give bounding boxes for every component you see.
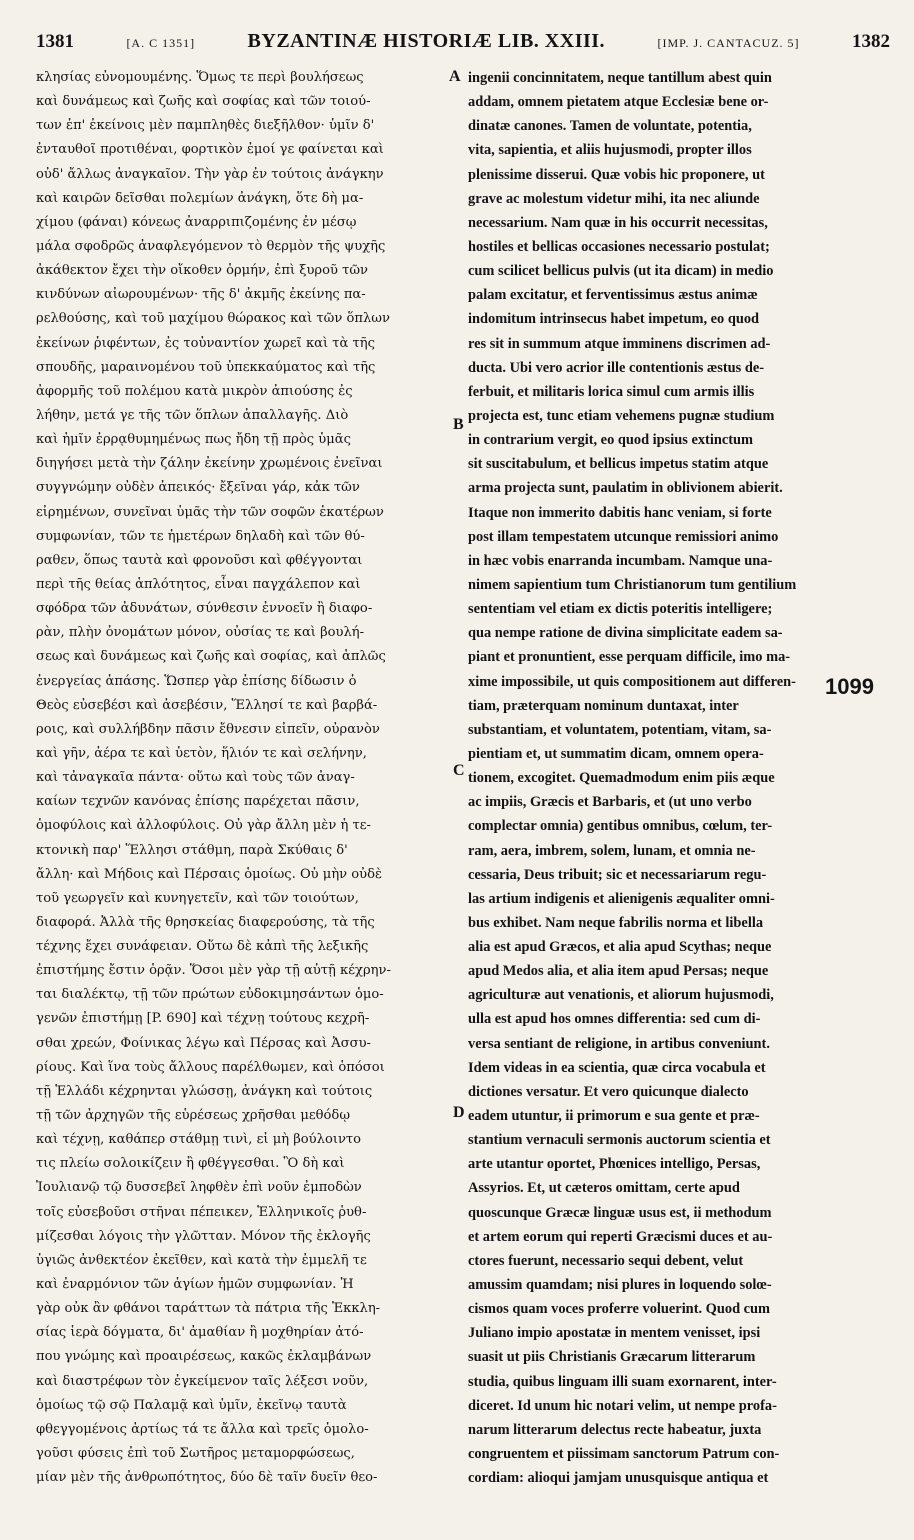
latin-text-line: xime impossibile, ut quis compositionem aut differen- xyxy=(468,673,796,690)
greek-text-line: καὶ ἡμῖν ἐρρᾳθυμημένως πως ἤδη τῇ πρὸς ὑμᾶς xyxy=(36,432,351,448)
greek-text-line: ρίους. Καὶ ἵνα τοὺς ἄλλους παρέλθωμεν, καὶ ὁπόσοι xyxy=(36,1059,385,1075)
latin-text-line: ferbuit, et militaris lorica simul cum armis illis xyxy=(468,383,755,400)
greek-text-line: καὶ καιρῶν δεῖσθαι πολεμίων ἀνάγκη, ὅτε δὴ μα- xyxy=(36,190,364,206)
greek-text-line: καὶ τέχνῃ, καθάπερ στάθμῃ τινὶ, εἰ μὴ βούλοιντο xyxy=(36,1132,362,1148)
greek-text-line: τοῦ γεωργεῖν καὶ κυνηγετεῖν, καὶ τῶν τοιούτων, xyxy=(36,890,359,906)
greek-text-line: ἐπιστήμης ἔστιν ὁρᾷν. Ὅσοι μὲν γὰρ τῇ αὐτῇ κέχρην- xyxy=(36,963,391,979)
latin-text-line: versa sentiant de religione, in artibus conveniunt. xyxy=(468,1035,770,1052)
latin-text-line: cordiam: alioqui jamjam unusquisque antiqua et xyxy=(468,1470,769,1487)
latin-text-line: sententiam vel etiam ex dictis poteritis intelligere; xyxy=(468,601,773,618)
greek-text-line: χίμου (φάναι) κόνεως ἀναρριπιζομένης ἐν μέσῳ xyxy=(36,214,357,230)
greek-text-line: περὶ τῆς θείας ἁπλότητος, εἶναι παγχάλεπον καὶ xyxy=(36,576,361,592)
latin-text-line: quoscunque Græcæ linguæ usus est, ii methodum xyxy=(468,1204,772,1221)
greek-text-line: σφόδρα τῶν ἀδυνάτων, σύνθεσιν ἐννοεῖν ἢ διαφο- xyxy=(36,601,373,617)
latin-text-line: ingenii concinnitatem, neque tantillum abest quin xyxy=(468,70,772,86)
latin-text-line: in contrarium vergit, eo quod ipsius extinctum xyxy=(468,432,754,449)
greek-text-line: καὶ γῆν, ἀέρα τε καὶ ὑετὸν, ἥλιόν τε καὶ σελήνην, xyxy=(36,745,367,761)
greek-text-line: ται διαλέκτῳ, τῇ τῶν πρώτων εὐδοκιμησάντων ὁμο- xyxy=(36,987,384,1003)
latin-text-line: ulla est apud hos omnes differentia: sed cum di- xyxy=(468,1011,761,1028)
greek-text-line: ἐκείνων ῥιφέντων, ἐς τοὐναντίον χωρεῖ καὶ τὰ τῆς xyxy=(36,335,375,351)
latin-text-line: ctores fuerunt, necessario sequi debent, velut xyxy=(468,1252,744,1269)
greek-text-line: σίας ἱερὰ δόγματα, δι' ἀμαθίαν ἢ μοχθηρίαν ἀτό- xyxy=(36,1325,364,1341)
greek-text-line: καὶ τἀναγκαῖα πάντα· οὕτω καὶ τοὺς τῶν ἀναγ- xyxy=(36,770,355,786)
latin-text-line: res sit in summum atque imminens discrimen ad- xyxy=(468,335,771,352)
greek-column xyxy=(36,66,446,1490)
latin-text-line: diceret. Id unum hic notari velim, ut nempe profa- xyxy=(468,1397,777,1414)
latin-text-line: suasit ut piis Christianis Græcarum litterarum xyxy=(468,1349,756,1366)
greek-text-line: σθαι χρεών, Φοίνικας λέγω καὶ Πέρσας καὶ Ἀσσυ- xyxy=(36,1035,371,1051)
greek-text-line: τέχνης ἔχει συνάφειαν. Οὕτω δὲ κἀπὶ τῆς λεξικῆς xyxy=(36,939,369,955)
greek-text-line: καὶ διαστρέφων τὸν ἐγκείμενον ταῖς λέξεσι νοῦν, xyxy=(36,1373,369,1389)
greek-text-line: καὶ δυνάμεως καὶ ζωῆς καὶ σοφίας καὶ τῶν τοιού- xyxy=(36,94,371,110)
latin-text-line: cismos quam voces proferre voluerint. Quod cum xyxy=(468,1301,771,1318)
greek-text-line: λήθην, μετά γε τῆς τῶν ὅπλων ἀπαλλαγῆς. Διὸ xyxy=(36,407,349,423)
latin-text-line: arma projecta sunt, paulatim in oblivionem abierit. xyxy=(468,480,783,497)
greek-text-line: ὁμοίως τῷ σῷ Παλαμᾷ καὶ ὑμῖν, ἐκεῖνῳ ταυτὰ xyxy=(36,1397,347,1413)
latin-text-line: studia, quibus linguam illi suam exornarent, inter- xyxy=(468,1373,777,1390)
greek-text-line: μίζεσθαι λόγοις τὴν γλῶτταν. Μόνον τῆς ἐκλογῆς xyxy=(36,1228,371,1244)
greek-text-line: σεως καὶ δυνάμεως καὶ ζωῆς καὶ σοφίας, καὶ ἁπλῶς xyxy=(36,649,386,665)
greek-text-line: γὰρ οὐκ ἂν φθάνοι ταράττων τὰ πάτρια τῆς Ἐκκλη- xyxy=(36,1301,381,1317)
latin-text-line: projecta est, tunc etiam vehemens pugnæ studium xyxy=(468,407,775,424)
latin-text-line: narum litterarum delectus recte habeatur, juxta xyxy=(468,1421,762,1438)
greek-text-line: ἐνεργείας ἁπάσης. Ὥσπερ γὰρ ἐπίσης δίδωσιν ὁ xyxy=(36,673,357,689)
greek-text-line: οὐδ' ἄλλως ἀναγκαῖον. Τὴν γὰρ ἐν τούτοις ἀνάγκην xyxy=(36,166,384,182)
greek-text-line: διηγήσει μετὰ τὴν ζάλην ἐκείνην χρωμένοις ἐνεῖναι xyxy=(36,456,383,472)
latin-text-line: agriculturæ aut venationis, et aliorum hujusmodi, xyxy=(468,987,774,1004)
greek-text-line: ἐνταυθοῖ προτιθέναι, φορτικὸν ἐμοί γε φαίνεται καὶ xyxy=(36,142,384,158)
latin-text-line: dictiones versatur. Et vero quicunque dialecto xyxy=(468,1083,749,1100)
latin-text-line: vita, sapientia, et aliis hujusmodi, propter illos xyxy=(468,142,752,159)
latin-text-line: Assyrios. Et, ut cæteros omittam, certe apud xyxy=(468,1180,740,1197)
latin-text-line: apud Medos alia, et alia item apud Persas; neque xyxy=(468,963,769,980)
greek-text-line: φθεγγομένοις ἀρτίως τά τε ἄλλα καὶ τρεῖς ὁμολο- xyxy=(36,1421,369,1437)
column-number: 1099 xyxy=(825,674,874,699)
latin-text-line: complectar omnia) gentibus omnibus, cœlum, ter- xyxy=(468,818,773,835)
latin-text-line: qua nempe ratione de divina simplicitate eadem sa- xyxy=(468,625,783,642)
greek-text-line: μίαν μὲν τῆς ἀνθρωπότητος, δύο δὲ ταῖν δυεῖν θεο- xyxy=(36,1470,378,1486)
greek-text-line: εἰρημένων, συνεῖναι ὑμᾶς τὴν τῶν σοφῶν ἑκατέρων xyxy=(36,504,384,520)
latin-column xyxy=(468,66,878,1490)
latin-text-line: palam excitatur, et ferventissimus æstus animæ xyxy=(468,287,758,304)
latin-text-line: tionem, excogitet. Quemadmodum enim piis æque xyxy=(468,770,775,787)
latin-text-line: in hæc vobis enarranda incumbam. Namque una- xyxy=(468,552,773,569)
greek-text-line: γενῶν ἐπιστήμῃ [P. 690] καὶ τέχνῃ τούτους κεχρῆ- xyxy=(36,1011,370,1027)
greek-text-line: ροις, καὶ συλλήβδην πᾶσιν ἔθνεσιν εἰπεῖν, οὐρανὸν xyxy=(36,721,380,737)
latin-text-line: cessaria, Deus tribuit; sic et necessariarum regu- xyxy=(468,866,767,883)
greek-text-line: κλησίας εὐνομουμένης. Ὅμως τε περὶ βουλήσεως xyxy=(36,70,364,85)
latin-text-line: dinatæ canones. Tamen de voluntate, potentia, xyxy=(468,118,752,135)
greek-text-line: συμφωνίαν, τῶν τε ἡμετέρων δηλαδὴ καὶ τῶν θύ- xyxy=(36,528,365,544)
latin-text-line: ducta. Ubi vero acrior ille contentionis æstus de- xyxy=(468,359,765,376)
latin-text-line: congruentem et piissimam sanctorum Patrum con- xyxy=(468,1446,780,1463)
latin-text-line: amussim quamdam; nisi plures in loquendo solœ- xyxy=(468,1277,772,1294)
latin-text-line: arte utantur oportet, Phœnices intelligo, Persas, xyxy=(468,1156,761,1173)
greek-text-line: τις πλείω σολοικίζειν ἢ φθέγγεσθαι. Ὃ δὴ καὶ xyxy=(36,1156,345,1172)
greek-text-line: τῇ Ἑλλάδι κέχρηνται γλώσσῃ, ἀνάγκη καὶ τούτοις xyxy=(36,1083,373,1099)
greek-text-line: ἀκάθεκτον ἔχει τὴν οἴκοθεν ὁρμήν, ἐπὶ ξυροῦ τῶν xyxy=(36,263,368,279)
greek-text-line: συγγνώμην οὐδὲν ἀπεικός· ἔξεῖναι γάρ, κἀκ τῶν xyxy=(36,480,360,496)
latin-text-line: eadem utuntur, ii primorum e sua gente et præ- xyxy=(468,1108,760,1125)
greek-text-line: ραθεν, ὅπως ταυτὰ καὶ φρονοῦσι καὶ φθέγγονται xyxy=(36,552,363,568)
latin-text-line: piant et pronuntient, esse perquam difficile, imo ma- xyxy=(468,649,791,666)
greek-text-line: διαφορά. Ἀλλὰ τῆς θρησκείας διαφερούσης, τὰ τῆς xyxy=(36,914,375,930)
latin-text-line: sit suscitabulum, et bellicus impetus statim atque xyxy=(468,456,769,473)
latin-text-line: las artium indigenis et alienigenis æqualiter omni- xyxy=(468,890,775,907)
greek-text-line: μάλα σφοδρῶς ἀναφλεγόμενον τὸ θερμὸν τῆς ψυχῆς xyxy=(36,238,386,254)
right-page-number: 1382 xyxy=(851,31,890,52)
greek-text-line: ἄλλη· καὶ Μήδοις καὶ Πέρσαις ὁμοίως. Οὐ μὴν οὐδὲ xyxy=(36,866,383,882)
latin-text-line: substantiam, et voluntatem, potentiam, vitam, sa- xyxy=(468,721,772,738)
latin-text-line: post illam tempestatem utcunque remissiori animo xyxy=(468,528,779,545)
margin-marker-d: D xyxy=(453,1104,465,1121)
greek-text-line: των ἐπ' ἐκείνοις μὲν παμπληθὲς διεξῆλθον· ὑμῖν δ' xyxy=(36,118,375,134)
running-title: BYZANTINÆ HISTORIÆ LIB. XXIII. xyxy=(247,30,606,52)
greek-text-line: ἀφορμῆς τοῦ πολέμου κατὰ μικρὸν ἀπιούσης ἐς xyxy=(36,383,353,399)
greek-text-line: γοῦσι φύσεις ἐπὶ τοῦ Σωτῆρος μεταμορφώσεως, xyxy=(36,1446,355,1462)
latin-text-line: tiam, præterquam nominum duntaxat, inter xyxy=(468,697,739,714)
latin-text-line: bus exhibet. Nam neque fabrilis norma et libella xyxy=(468,914,764,931)
greek-text-line: ὑγιῶς ἀνθεκτέον ἐκεῖθεν, καὶ κατὰ τὴν ἐμμελῆ τε xyxy=(36,1252,367,1268)
right-bracket-note: [IMP. J. CANTACUZ. 5] xyxy=(657,36,800,50)
greek-text-line: Ἰουλιανῷ τῷ δυσσεβεῖ ληφθὲν ἐπὶ νοῦν ἐμποδὼν xyxy=(36,1180,362,1196)
greek-text-line: καίων τεχνῶν κανόνας ἐπίσης παρέχεται πᾶσιν, xyxy=(36,794,360,810)
latin-text-line: Itaque non immerito dabitis hanc veniam, si forte xyxy=(468,504,772,521)
greek-text-line: κτονικὴ παρ' Ἕλλησι στάθμη, παρὰ Σκύθαις δ' xyxy=(36,842,348,858)
latin-text-line: Juliano impio apostatæ in mentem venisset, ipsi xyxy=(468,1325,761,1342)
latin-text-line: Idem videas in ea scientia, quæ circa vocabula et xyxy=(468,1059,766,1076)
latin-text-line: hostiles et bellicas occasiones necessario postulat; xyxy=(468,238,770,255)
latin-text-line: indomitum intrinsecus habet impetum, eo quod xyxy=(468,311,760,328)
latin-text-line: addam, omnem pietatem atque Ecclesiæ bene or- xyxy=(468,94,769,111)
greek-text-line: ὁμοφύλοις καὶ ἀλλοφύλοις. Οὐ γὰρ ἄλλη μὲν ἡ τε- xyxy=(36,818,371,834)
latin-text-line: pientiam et, ut summatim dicam, omnem opera- xyxy=(468,745,764,762)
greek-text-line: τοῖς εὐσεβοῦσι στῆναι πέπεικεν, Ἑλληνικοῖς ῥυθ- xyxy=(36,1204,367,1220)
greek-text-line: τῇ τῶν ἀρχηγῶν τῆς εὑρέσεως χρῆσθαι μεθόδῳ xyxy=(36,1108,350,1124)
latin-text-line: ram, aera, imbrem, solem, lunam, et omnia ne- xyxy=(468,842,756,859)
greek-text-line: σπουδῆς, μαραινομένου τοῦ ὑπεκκαύματος καὶ τῆς xyxy=(36,359,376,375)
greek-text-line: κινδύνων αἰωρουμένων· τῆς δ' ἀκμῆς ἐκείνης πα- xyxy=(36,287,366,303)
margin-marker-c: C xyxy=(453,762,465,779)
greek-text-line: ρὰν, πλὴν ὀνομάτων μόνον, οὐσίας τε καὶ βουλή- xyxy=(36,625,365,641)
greek-text-line: ρελθούσης, καὶ τοῦ μαχίμου θώρακος καὶ τῶν ὅπλων xyxy=(36,311,390,327)
greek-text-line: καὶ ἐναρμόνιον τῶν ἁγίων ἡμῶν συμφωνίαν. Ἡ xyxy=(36,1277,354,1293)
latin-text-line: alia est apud Græcos, et alia apud Scythas; neque xyxy=(468,939,772,956)
latin-text-line: necessarium. Nam quæ in his occurrit necessitas, xyxy=(468,214,768,231)
latin-text-line: ac impiis, Græcis et Barbaris, et (ut uno verbo xyxy=(468,794,752,811)
latin-text-line: nimem sapientium tum Christianorum tum gentilium xyxy=(468,576,797,593)
left-page-number: 1381 xyxy=(36,31,74,52)
latin-text-line: plenissime disserui. Quæ vobis hic proponere, ut xyxy=(468,166,765,183)
latin-text-line: et artem eorum qui reperti Græcismi duces et au- xyxy=(468,1228,773,1245)
margin-marker-a: A xyxy=(449,68,461,85)
left-bracket-note: [A. C 1351] xyxy=(126,36,196,50)
greek-text-line: που γνώμης καὶ προαιρέσεως, κακῶς ἐκλαμβάνων xyxy=(36,1349,372,1365)
latin-text-line: cum scilicet bellicus pulvis (ut ita dicam) in medio xyxy=(468,263,774,280)
margin-marker-b: B xyxy=(453,416,464,433)
latin-text-line: stantium vernaculi sermonis auctorum scientia et xyxy=(468,1132,771,1149)
latin-text-line: grave ac molestum videtur mihi, ita nec aliunde xyxy=(468,190,760,207)
greek-text-line: Θεὸς εὐσεβέσι καὶ ἀσεβέσιν, Ἕλλησί τε καὶ βαρβά- xyxy=(36,697,378,713)
running-header xyxy=(36,30,890,64)
